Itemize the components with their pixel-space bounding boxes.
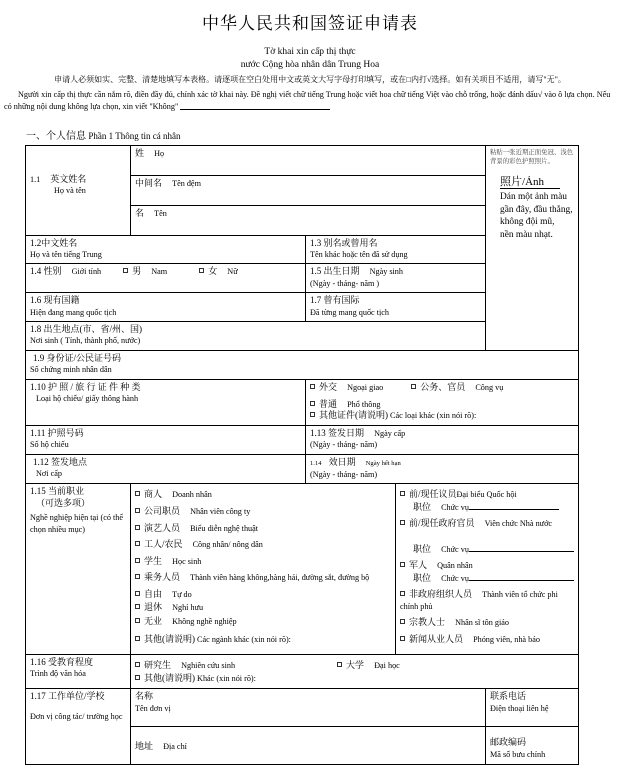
occupation-option-religious-vi: Nhân sĩ tôn giáo (455, 618, 509, 628)
passport-option-ordinary-cn: 普通 (319, 398, 338, 409)
field-label-surname-cn: 姓 (135, 147, 145, 158)
occupation-option-company-employee[interactable] (135, 506, 391, 517)
field-postal-code[interactable] (486, 727, 579, 765)
occupation-option-crew-vi: Thành viên hàng không,hàng hải, đường sắt, đường bộ (190, 573, 370, 583)
field-issue-date[interactable] (306, 425, 579, 454)
occupation-option-crew-cn: 乘务人员 (144, 572, 181, 583)
passport-type-options (306, 379, 579, 425)
field-label-occupation-cn: 1.15 当前职业 (30, 486, 85, 497)
field-label-former-nationality-vi: Đã từng mang quốc tịch (310, 307, 390, 317)
field-label-id-number-vi: Số chứng minh nhân dân (30, 365, 112, 375)
position-field-parliament[interactable] (413, 502, 574, 513)
checkbox-icon-crew[interactable] (135, 574, 140, 579)
field-label-given-name-cn: 名 (135, 207, 145, 218)
education-option-postgraduate[interactable] (135, 660, 335, 671)
education-option-other-vi: Khác (xin nói rõ): (197, 673, 256, 683)
field-date-of-birth[interactable] (306, 264, 486, 293)
occupation-option-company-employee-cn: 公司职员 (144, 506, 181, 516)
photo-heading: 照片/Ảnh (500, 177, 560, 189)
occupation-options-right (396, 484, 579, 655)
checkbox-icon-unemployed[interactable] (135, 618, 140, 623)
field-label-postal-code-cn: 邮政编码 (490, 737, 527, 748)
instruction-fill-line (180, 102, 330, 110)
occupation-option-worker-farmer[interactable] (135, 539, 391, 550)
field-label-employer-vi: Đơn vị công tác/ trường học (30, 711, 123, 721)
occupation-option-company-employee-vi: Nhân viên công ty (190, 507, 251, 516)
field-former-nationality[interactable] (306, 293, 486, 322)
position-field-government-official[interactable] (413, 544, 574, 555)
field-number-1-14: 1.14 (310, 459, 322, 467)
occupation-option-unemployed-vi: Không nghề nghiệp (172, 616, 237, 626)
field-label-english-name-cn: 英文姓名 (50, 173, 87, 184)
passport-option-ordinary-vi: Phổ thông (347, 399, 381, 409)
field-label-employer-name-vi: Tên đơn vị (135, 703, 171, 713)
field-label-former-nationality-cn: 1.7 曾有国际 (310, 295, 360, 306)
field-employer-address[interactable] (131, 727, 486, 765)
gender-option-female[interactable] (199, 267, 237, 276)
occupation-option-religious[interactable] (400, 617, 574, 628)
field-label-occupation-vi: Nghề nghiệp hiện tại (có thể chọn nhiều mục) (30, 513, 123, 534)
table-row-1-1-a (26, 145, 579, 175)
occupation-option-freelance-cn: 自由 (144, 588, 163, 599)
field-given-name[interactable] (131, 205, 486, 235)
field-middle-name[interactable] (131, 175, 486, 205)
passport-option-service-cn: 公务、官员 (420, 381, 466, 392)
field-id-number[interactable] (26, 350, 579, 379)
field-contact-phone[interactable] (486, 689, 579, 727)
education-option-university-vi: Đại học (374, 660, 400, 670)
occupation-option-student-cn: 学生 (144, 555, 163, 566)
form-subtitle (0, 46, 620, 71)
field-label-employer-cn: 1.17 工作单位/学校 (30, 691, 105, 702)
field-label-expiry-date-format: (Ngày - tháng- năm) (310, 470, 378, 479)
field-label-expiry-date-vi: Ngày hết hạn (365, 459, 401, 467)
field-label-given-name-vi: Tên (154, 208, 167, 218)
checkbox-icon-education-other[interactable] (135, 675, 140, 680)
occupation-option-government-official-cn: 前/现任政府官员 (409, 518, 475, 529)
education-option-university[interactable] (337, 661, 400, 670)
occupation-option-unemployed-cn: 无业 (144, 615, 163, 626)
field-label-contact-phone-vi: Điện thoại liên hệ (490, 703, 549, 713)
section-heading-cn: 一、个人信息 (26, 130, 86, 142)
checkbox-icon-male[interactable] (123, 268, 128, 273)
occupation-option-performer[interactable] (135, 523, 391, 534)
section-heading-vi: Phần 1 Thông tin cá nhân (88, 130, 181, 141)
occupation-option-other[interactable] (135, 634, 391, 645)
field-label-english-name-vi: Họ và tên (54, 185, 86, 195)
occupation-option-military[interactable] (400, 560, 574, 571)
gender-option-male-vi: Nam (151, 267, 168, 277)
field-label-contact-phone-cn: 联系电话 (490, 691, 527, 702)
gender-option-female-vi: Nữ (227, 267, 238, 277)
field-label-place-of-birth-vi: Nơi sinh ( Tỉnh, thành phố, nước) (30, 336, 141, 346)
field-label-education (26, 654, 131, 688)
position-label-parliament-vi: Chức vụ (441, 503, 469, 512)
position-input-parliament[interactable] (469, 502, 559, 510)
field-label-occupation (26, 484, 131, 655)
checkbox-icon-performer[interactable] (135, 525, 140, 530)
position-input-government[interactable] (469, 544, 574, 552)
occupation-option-performer-cn: 演艺人员 (144, 522, 181, 533)
field-label-passport-type-cn: 1.10 护 照 / 旅 行 证 件 种 类 (30, 381, 141, 392)
occupation-option-student[interactable] (135, 556, 391, 567)
occupation-option-religious-cn: 宗教人士 (409, 617, 446, 628)
checkbox-icon-diplomatic[interactable] (310, 384, 315, 389)
form-table-wrapper (25, 145, 578, 766)
field-label-expiry-date-cn: 效日期 (328, 456, 356, 467)
checkbox-icon-government-official[interactable] (400, 520, 405, 525)
field-label-passport-number-vi: Số hộ chiếu (30, 440, 69, 450)
checkbox-icon-ngo[interactable] (400, 591, 405, 596)
table-row-1-9 (26, 350, 579, 379)
field-label-id-number-cn: 1.9 身份证/公民证号码 (33, 352, 122, 363)
photo-note-cn: 粘贴一张近期正面免冠、浅色背景的彩色护照照片。 (490, 148, 574, 165)
occupation-option-businessman[interactable] (135, 489, 391, 500)
checkbox-icon-parliament[interactable] (400, 491, 405, 496)
occupation-option-retired-vi: Nghỉ hưu (172, 602, 204, 612)
checkbox-icon-retired[interactable] (135, 604, 140, 609)
checkbox-icon-journalist[interactable] (400, 636, 405, 641)
occupation-option-businessman-cn: 商人 (144, 489, 163, 500)
field-label-dob-format: (Ngày - tháng- năm ) (310, 278, 380, 288)
field-label-employer-name-cn: 名称 (135, 691, 154, 702)
passport-option-ordinary[interactable] (310, 399, 381, 410)
field-label-english-name (26, 145, 131, 235)
occupation-option-military-cn: 军人 (409, 560, 428, 571)
field-label-employer (26, 689, 131, 765)
occupation-option-parliament[interactable] (400, 489, 574, 500)
field-label-other-name-vi: Tên khác hoặc tên đã sử dụng (310, 249, 408, 259)
passport-option-diplomatic[interactable] (310, 382, 383, 393)
photo-note-vi (500, 191, 574, 241)
passport-option-diplomatic-cn: 外交 (319, 381, 338, 392)
gender-option-female-cn: 女 (208, 266, 218, 277)
occupation-option-student-vi: Học sinh (172, 556, 202, 566)
table-row-1-17-a (26, 689, 579, 727)
field-label-middle-name-vi: Tên đệm (172, 178, 201, 188)
field-passport-number[interactable] (26, 425, 306, 454)
position-label-government-cn: 职位 (413, 543, 432, 554)
occupation-option-retired[interactable] (135, 602, 391, 613)
occupation-option-other-cn: 其他(请说明) (144, 634, 195, 645)
occupation-option-freelance-vi: Tự do (172, 589, 192, 599)
passport-option-other-vi: Các loại khác (xin nói rõ): (390, 411, 477, 421)
field-label-education-vi: Trình độ văn hóa (30, 669, 86, 679)
passport-option-service-vi: Công vụ (475, 382, 504, 392)
occupation-option-government-official[interactable] (400, 518, 574, 529)
checkbox-icon-ordinary[interactable] (310, 401, 315, 406)
field-label-surname-vi: Họ (154, 148, 165, 158)
education-option-postgraduate-vi: Nghiên cứu sinh (181, 660, 236, 670)
checkbox-icon-service[interactable] (411, 384, 416, 389)
occupation-option-ngo-vi: Thành viên tổ chức phi chính phủ (400, 590, 558, 611)
education-option-other-cn: 其他(请说明) (144, 672, 195, 683)
position-input-military[interactable] (469, 573, 574, 581)
field-number-1-1: 1.1 (30, 174, 41, 184)
field-label-employer-address-vi: Địa chỉ (163, 742, 187, 752)
occupation-option-performer-vi: Biểu diễn nghệ thuật (190, 523, 259, 533)
position-label-government-vi: Chức vụ (441, 544, 469, 554)
checkbox-icon-student[interactable] (135, 558, 140, 563)
occupation-option-other-vi: Các ngành khác (xin nói rõ): (197, 635, 291, 645)
occupation-option-businessman-vi: Doanh nhân (172, 490, 212, 500)
field-label-chinese-name-cn: 1.2中文姓名 (30, 237, 78, 248)
photo-note-vi-line1: Dán một ảnh màu (500, 191, 567, 202)
education-row-top (135, 660, 574, 671)
photo-box[interactable] (486, 145, 579, 350)
passport-option-service[interactable] (411, 382, 503, 393)
occupation-option-worker-farmer-vi: Công nhân/ nông dân (192, 540, 263, 550)
checkbox-icon-religious[interactable] (400, 619, 405, 624)
checkbox-icon-military[interactable] (400, 562, 405, 567)
field-label-dob-vi: Ngày sinh (369, 267, 403, 277)
occupation-option-journalist[interactable] (400, 634, 574, 645)
table-row-1-15 (26, 484, 579, 655)
occupation-option-government-official-vi: Viên chức Nhà nước (484, 519, 553, 529)
instructions-vietnamese (0, 89, 620, 113)
field-label-place-of-birth-cn: 1.8 出生地点(市、省/州、国) (30, 323, 142, 334)
instructions-chinese: 申请人必须如实、完整、清楚地填写本表格。请逐项在空白处用中文或英文大写字母打印填写，或在□内打√选择。如有关项目不适用，请写"无"。 (54, 75, 566, 84)
field-label-issue-place-cn: 1.12 签发地点 (33, 456, 88, 467)
field-surname[interactable] (131, 145, 486, 175)
occupation-option-journalist-vi: Phóng viên, nhà báo (473, 634, 540, 644)
checkbox-icon-freelance[interactable] (135, 591, 140, 596)
passport-option-other-cn: 其他证件(请说明) (319, 410, 388, 421)
occupation-option-retired-cn: 退休 (144, 601, 163, 612)
checkbox-icon-female[interactable] (199, 268, 204, 273)
field-employer-name[interactable] (131, 689, 486, 727)
occupation-option-military-vi: Quân nhân (437, 561, 473, 571)
checkbox-icon-occupation-other[interactable] (135, 636, 140, 641)
field-label-passport-type-vi: Loại hộ chiếu/ giấy thông hành (36, 393, 139, 403)
checkbox-icon-passport-other[interactable] (310, 412, 315, 417)
field-label-other-name-cn: 1.3 别名或曾用名 (310, 237, 378, 248)
occupation-options-left (131, 484, 396, 655)
checkbox-icon-worker-farmer[interactable] (135, 541, 140, 546)
field-label-education-cn: 1.16 受教育程度 (30, 656, 94, 667)
photo-note-vi-line4: nền màu nhạt. (500, 229, 553, 240)
checkbox-icon-businessman[interactable] (135, 491, 140, 496)
form-subtitle-line2: nước Cộng hòa nhân dân Trung Hoa (240, 59, 380, 70)
position-label-parliament-cn: 职位 (413, 502, 432, 512)
field-expiry-date[interactable] (306, 454, 579, 484)
field-label-issue-date-vi: Ngày cấp (374, 428, 406, 438)
photo-note-vi-line3: không đội mũ, (500, 217, 555, 228)
form-subtitle-line1: Tờ khai xin cấp thị thực (264, 47, 356, 57)
field-label-issue-date-format: (Ngày - tháng- năm) (310, 440, 378, 450)
occupation-option-ngo-cn: 非政府组织人员 (409, 589, 473, 600)
field-label-employer-address-cn: 地址 (135, 741, 154, 752)
field-label-dob-cn: 1.5 出生日期 (310, 266, 360, 277)
occupation-option-parliament-cn: 前/现任议员 (409, 489, 457, 500)
education-options (131, 654, 579, 688)
occupation-option-parliament-vi: Đại biểu Quốc hội (456, 490, 517, 500)
field-place-of-birth[interactable] (26, 321, 486, 350)
field-label-issue-date-cn: 1.13 签发日期 (310, 427, 365, 438)
personal-info-table (25, 145, 579, 766)
field-label-current-nationality-vi: Hiện đang mang quốc tịch (30, 307, 117, 317)
field-other-name[interactable] (306, 235, 486, 264)
field-label-current-nationality-cn: 1.6 现有国籍 (30, 295, 80, 306)
passport-option-other[interactable] (310, 410, 476, 421)
occupation-option-freelance[interactable] (135, 589, 391, 600)
field-passport-type-label (26, 379, 306, 425)
field-label-gender-cn: 1.4 性别 (30, 266, 62, 277)
occupation-option-journalist-cn: 新闻从业人员 (409, 633, 464, 644)
education-option-university-cn: 大学 (346, 659, 365, 670)
field-label-passport-number-cn: 1.11 护照号码 (30, 427, 84, 438)
instructions-vietnamese-text: Người xin cấp thị thực cần nắm rõ, điền đầy đủ, chính xác tờ khai này. Đề nghị viết chữ tiếng Trung hoặc viết hoa chữ tiếng Việt vào chỗ trống, hoặc đánh dấu√ vào ô lựa chọn. Nếu có những nội dung không lựa chọn, xin viết "Không" (4, 89, 611, 111)
field-label-issue-place-vi: Nơi cấp (36, 469, 62, 478)
checkbox-icon-company-employee[interactable] (135, 508, 140, 513)
education-option-postgraduate-cn: 研究生 (144, 659, 172, 670)
position-label-military-vi: Chức vụ (441, 573, 469, 583)
checkbox-icon-postgraduate[interactable] (135, 662, 140, 667)
education-option-other[interactable] (135, 673, 574, 684)
field-label-middle-name-cn: 中间名 (135, 177, 163, 188)
occupation-option-unemployed[interactable] (135, 616, 391, 627)
page-title: 中华人民共和国签证申请表 (202, 14, 418, 33)
gender-option-male[interactable] (123, 267, 169, 276)
occupation-option-ngo[interactable] (400, 589, 574, 612)
occupation-option-worker-farmer-cn: 工人/农民 (144, 539, 183, 550)
table-row-1-11-1-13 (26, 425, 579, 454)
occupation-option-crew[interactable] (135, 572, 391, 583)
field-issue-place[interactable] (26, 454, 306, 484)
table-row-1-12-1-14 (26, 454, 579, 484)
gender-option-male-cn: 男 (132, 266, 142, 277)
table-row-1-16 (26, 654, 579, 688)
position-field-military[interactable] (413, 573, 574, 584)
field-gender[interactable] (26, 264, 306, 293)
position-label-military-cn: 职位 (413, 572, 432, 583)
field-chinese-name[interactable] (26, 235, 306, 264)
field-label-gender-vi: Giới tính (71, 267, 102, 277)
table-row-1-10 (26, 379, 579, 425)
field-label-occupation-multi-cn: （可选多项） (36, 497, 91, 508)
field-label-postal-code-vi: Mã số bưu chính (490, 749, 546, 759)
section-heading (26, 127, 620, 142)
field-current-nationality[interactable] (26, 293, 306, 322)
checkbox-icon-university[interactable] (337, 662, 342, 667)
passport-option-diplomatic-vi: Ngoại giao (347, 382, 384, 392)
photo-note-vi-line2: gần đây, đầu thẳng, (500, 204, 573, 215)
field-label-chinese-name-vi: Họ và tên tiếng Trung (30, 249, 102, 259)
